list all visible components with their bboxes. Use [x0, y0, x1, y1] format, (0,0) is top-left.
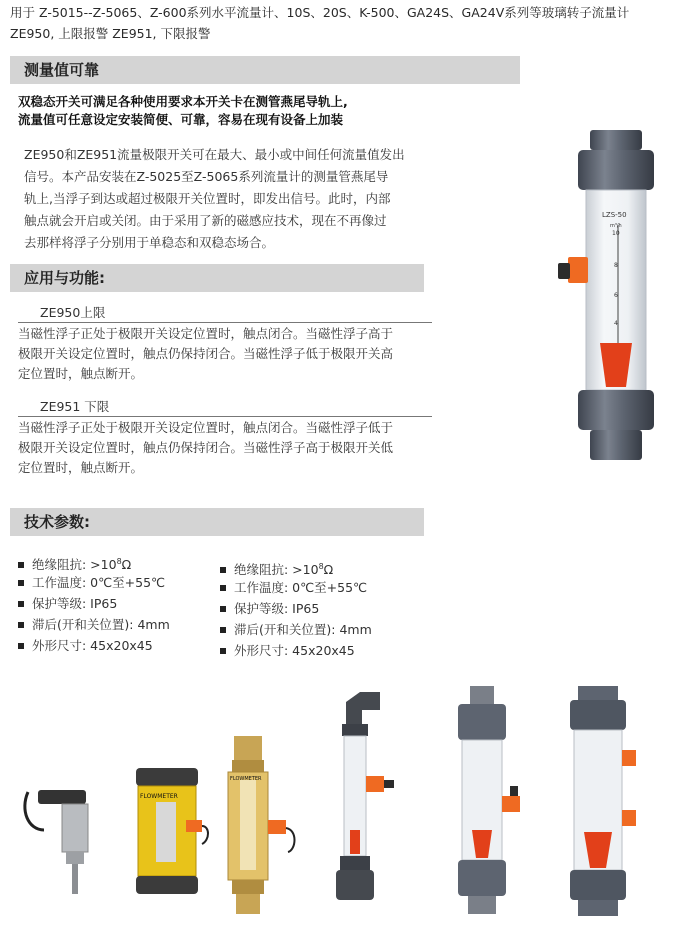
flowmeter-main-image — [550, 125, 670, 475]
product-union-flowmeter — [570, 686, 636, 916]
bullet-icon — [220, 606, 226, 612]
ze951-line-1: 当磁性浮子正处于极限开关设定位置时，触点闭合。当磁性浮子低于 — [18, 420, 394, 435]
spec-col1-protection: 保护等级: IP65 — [18, 593, 117, 614]
para-line-2: 信号。本产品安装在Z-5025至Z-5065系列流量计的测量管燕尾导 — [24, 169, 389, 184]
unit-label: m³/h — [610, 223, 622, 229]
bullet-icon — [18, 562, 24, 568]
spec-col2-insulation: 绝缘阻抗: $>10^8\Omega$ — [220, 556, 333, 580]
bold-line-2: 流量值可任意设定安装简便、可靠，容易在现有设备上加装 — [18, 112, 344, 127]
ze951-label: ZE951 下限 — [40, 399, 110, 414]
tick-10: 10 — [612, 230, 620, 237]
section-band-application — [10, 264, 424, 292]
section-title: 技术参数: — [24, 513, 90, 531]
header-line-1: 用于 Z-5015--Z-5065、Z-600系列水平流量计、10S、20S、K-500、GA24S、GA24V系列等玻璃转子流量计 — [10, 5, 630, 20]
bullet-icon — [18, 622, 24, 628]
tick-6: 6 — [614, 292, 618, 299]
bullet-icon — [18, 601, 24, 607]
ze950-line-1: 当磁性浮子正处于极限开关设定位置时，触点闭合。当磁性浮子高于 — [18, 326, 394, 341]
tick-8: 8 — [614, 262, 618, 269]
flowmeter-label: FLOWMETER — [140, 793, 178, 800]
ze951-line-2: 极限开关设定位置时，触点仍保持闭合。当磁性浮子高于极限开关低 — [18, 440, 394, 455]
bullet-icon — [220, 627, 226, 633]
product-elbow-flowmeter — [336, 692, 394, 900]
section-band-specs — [10, 508, 424, 536]
divider — [18, 416, 432, 417]
divider — [18, 322, 432, 323]
section-band-reliable — [10, 56, 520, 84]
top-union — [578, 150, 654, 190]
ze951-line-3: 定位置时，触点断开。 — [18, 460, 144, 475]
product-brass-flowmeter — [228, 736, 295, 914]
bottom-union — [578, 390, 654, 430]
para-line-3: 轨上,当浮子到达或超过极限开关位置时，即发出信号。此时，内部 — [24, 191, 391, 206]
section-title: 应用与功能: — [24, 269, 105, 287]
bullet-icon — [220, 585, 226, 591]
bullet-icon — [220, 648, 226, 654]
para-line-1: ZE950和ZE951流量极限开关可在最大、最小或中间任何流量值发出 — [24, 147, 405, 162]
product-yellow-flowmeter — [136, 768, 208, 894]
switch-cable-gland — [558, 263, 570, 279]
bullet-icon — [18, 580, 24, 586]
section-title: 测量值可靠 — [24, 61, 100, 79]
spec-col2-protection: 保护等级: IP65 — [220, 598, 319, 619]
spec-col2-temp: 工作温度: 0℃至+55℃ — [220, 577, 367, 598]
spec-col2-hysteresis: 滞后(开和关位置): 4mm — [220, 619, 372, 640]
flowmeter-label: FLOWMETER — [230, 776, 262, 782]
top-fitting — [590, 130, 642, 150]
ze950-line-2: 极限开关设定位置时，触点仍保持闭合。当磁性浮子低于极限开关高 — [18, 346, 394, 361]
tick-4: 4 — [614, 320, 618, 327]
product-sensor — [25, 790, 88, 894]
spec-col1-size: 外形尺寸: 45x20x45 — [18, 635, 153, 656]
brand-label: LZS-50 — [602, 211, 627, 219]
spec-col1-insulation: 绝缘阻抗: $>10^8\Omega$ — [18, 551, 131, 575]
header-line-2: ZE950, 上限报警 ZE951, 下限报警 — [10, 26, 211, 41]
product-lineup-image — [10, 680, 690, 920]
ze950-line-3: 定位置时，触点断开。 — [18, 366, 144, 381]
spec-col2-size: 外形尺寸: 45x20x45 — [220, 640, 355, 661]
bullet-icon — [18, 643, 24, 649]
ze950-label: ZE950上限 — [40, 305, 106, 320]
bold-line-1: 双稳态开关可满足各种使用要求本开关卡在测管燕尾导轨上, — [18, 94, 348, 109]
bottom-fitting — [590, 430, 642, 460]
para-line-5: 去那样将浮子分别用于单稳态和双稳态场合。 — [24, 235, 275, 250]
bullet-icon — [220, 567, 226, 573]
product-threaded-flowmeter — [458, 686, 520, 914]
spec-col1-hysteresis: 滞后(开和关位置): 4mm — [18, 614, 170, 635]
spec-col1-temp: 工作温度: 0℃至+55℃ — [18, 572, 165, 593]
para-line-4: 触点就会开启或关闭。由于采用了新的磁感应技术，现在不再像过 — [24, 213, 387, 228]
limit-switch — [568, 257, 588, 283]
